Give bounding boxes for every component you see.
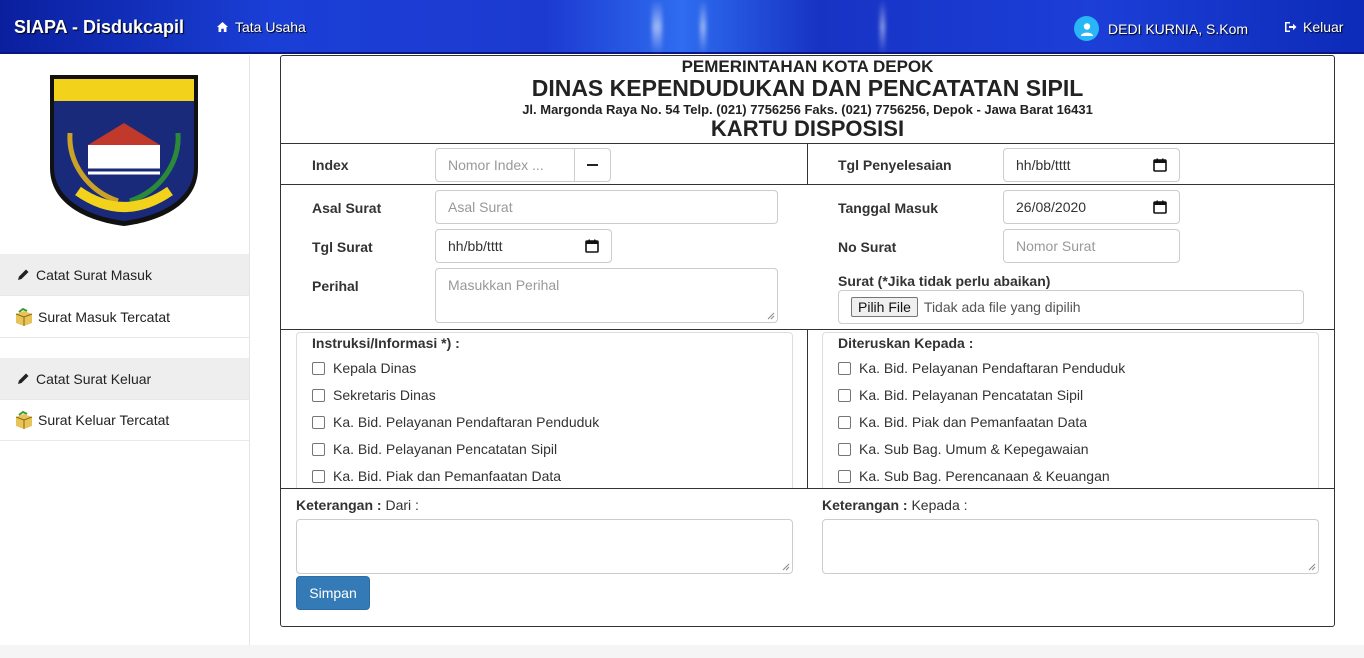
divider xyxy=(281,488,1334,489)
option-label: Ka. Bid. Pelayanan Pendaftaran Penduduk xyxy=(859,360,1126,376)
disposisi-form-panel xyxy=(280,55,1335,627)
file-status: Tidak ada file yang dipilih xyxy=(923,299,1081,315)
calendar-icon[interactable] xyxy=(585,239,599,253)
diteruskan-option[interactable] xyxy=(838,414,1087,430)
page-footer-strip xyxy=(0,645,1364,658)
tgl-penyelesaian-label: Tgl Penyelesaian xyxy=(838,157,952,173)
index-input[interactable]: Nomor Index ... xyxy=(435,148,575,182)
no-surat-input[interactable]: Nomor Surat xyxy=(1003,229,1180,263)
asal-surat-label: Asal Surat xyxy=(312,200,382,216)
tanggal-masuk-label: Tanggal Masuk xyxy=(838,200,939,216)
tgl-surat-input[interactable] xyxy=(435,229,612,263)
option-label: Ka. Bid. Pelayanan Pendaftaran Penduduk xyxy=(333,414,600,430)
checkbox[interactable] xyxy=(312,470,325,483)
instruksi-option[interactable] xyxy=(312,387,436,403)
checkbox[interactable] xyxy=(312,389,325,402)
tgl-penyelesaian-value: hh/bb/tttt xyxy=(1016,157,1071,173)
instruksi-label: Instruksi/Informasi *) : xyxy=(312,335,460,351)
box-icon xyxy=(14,307,34,327)
instruksi-option[interactable] xyxy=(312,414,599,430)
resize-handle-icon[interactable] xyxy=(782,563,790,571)
user-avatar-icon xyxy=(1074,16,1099,41)
diteruskan-label: Diteruskan Kepada : xyxy=(838,335,974,351)
user-menu[interactable] xyxy=(1074,16,1248,41)
pencil-icon xyxy=(16,372,30,386)
page-title: KARTU DISPOSISI xyxy=(710,116,905,141)
header-address: Jl. Margonda Raya No. 54 Telp. (021) 7756256 Faks. (021) 7756256, Depok - Jawa Barat 16431 xyxy=(522,102,1093,117)
navbar-light-streak xyxy=(700,0,706,54)
sidebar-item-catat-surat-keluar[interactable] xyxy=(0,358,249,400)
keterangan-dari-textarea[interactable] xyxy=(296,519,793,574)
option-label: Ka. Bid. Pelayanan Pencatatan Sipil xyxy=(333,441,558,457)
calendar-icon[interactable] xyxy=(1153,200,1167,214)
header-agency: DINAS KEPENDUDUKAN DAN PENCATATAN SIPIL xyxy=(531,75,1084,101)
logout-link[interactable] xyxy=(1284,19,1343,35)
checkbox[interactable] xyxy=(838,362,851,375)
divider xyxy=(281,184,1334,185)
divider xyxy=(807,329,808,489)
sidebar-item-surat-masuk-tercatat[interactable] xyxy=(0,296,249,338)
keterangan-dari-bold: Keterangan : xyxy=(296,497,382,513)
sidebar-item-catat-surat-masuk[interactable] xyxy=(0,254,249,296)
kota-depok-logo xyxy=(48,73,200,227)
option-label: Kepala Dinas xyxy=(333,360,417,376)
calendar-icon[interactable] xyxy=(1153,158,1167,172)
box-icon xyxy=(14,410,34,430)
navbar-light-streak xyxy=(652,0,662,54)
logout-icon xyxy=(1284,21,1297,33)
sidebar-item-surat-keluar-tercatat[interactable] xyxy=(0,399,249,441)
diteruskan-group xyxy=(822,332,1319,489)
keterangan-dari-label xyxy=(296,497,419,513)
top-navbar xyxy=(0,0,1364,54)
index-remove-button[interactable] xyxy=(574,148,611,182)
option-label: Ka. Bid. Piak dan Pemanfaatan Data xyxy=(333,468,562,484)
option-label: Ka. Bid. Piak dan Pemanfaatan Data xyxy=(859,414,1088,430)
asal-surat-input[interactable]: Asal Surat xyxy=(435,190,778,224)
resize-handle-icon[interactable] xyxy=(1308,563,1316,571)
divider xyxy=(807,144,808,184)
diteruskan-option[interactable] xyxy=(838,360,1125,376)
diteruskan-option[interactable] xyxy=(838,468,1110,484)
no-surat-label: No Surat xyxy=(838,239,897,255)
home-icon xyxy=(216,21,229,33)
checkbox[interactable] xyxy=(838,389,851,402)
choose-file-button[interactable]: Pilih File xyxy=(851,297,918,317)
keterangan-kepada-bold: Keterangan : xyxy=(822,497,908,513)
keterangan-dari-rest: Dari : xyxy=(385,497,419,513)
sidebar-item-label: Catat Surat Masuk xyxy=(36,266,152,283)
option-label: Sekretaris Dinas xyxy=(333,387,436,403)
tanggal-masuk-input[interactable] xyxy=(1003,190,1180,224)
form-header xyxy=(281,56,1334,144)
diteruskan-option[interactable] xyxy=(838,387,1083,403)
option-label: Ka. Sub Bag. Umum & Kepegawaian xyxy=(859,441,1089,457)
diteruskan-option[interactable] xyxy=(838,441,1089,457)
minus-icon xyxy=(587,164,598,166)
index-label: Index xyxy=(312,157,349,173)
perihal-textarea[interactable] xyxy=(435,268,778,323)
navbar-light-streak xyxy=(880,0,885,54)
resize-handle-icon[interactable] xyxy=(767,312,775,320)
save-button[interactable]: Simpan xyxy=(296,576,370,610)
tanggal-masuk-value: 26/08/2020 xyxy=(1016,199,1087,215)
keterangan-kepada-textarea[interactable] xyxy=(822,519,1319,574)
home-link-label: Tata Usaha xyxy=(235,19,306,35)
surat-upload-label: Surat (*Jika tidak perlu abaikan) xyxy=(838,273,1051,289)
checkbox[interactable] xyxy=(838,416,851,429)
checkbox[interactable] xyxy=(838,443,851,456)
logout-label: Keluar xyxy=(1303,19,1344,35)
option-label: Ka. Sub Bag. Perencanaan & Keuangan xyxy=(859,468,1110,484)
sidebar xyxy=(0,55,250,658)
surat-file-input[interactable] xyxy=(838,290,1304,324)
keterangan-kepada-rest: Kepada : xyxy=(911,497,968,513)
checkbox[interactable] xyxy=(312,416,325,429)
checkbox[interactable] xyxy=(312,362,325,375)
app-brand[interactable]: SIAPA - Disdukcapil xyxy=(14,17,185,37)
user-name: DEDI KURNIA, S.Kom xyxy=(1108,20,1249,37)
instruksi-option[interactable] xyxy=(312,360,416,376)
pencil-icon xyxy=(16,268,30,282)
instruksi-option[interactable] xyxy=(312,441,557,457)
checkbox[interactable] xyxy=(312,443,325,456)
checkbox[interactable] xyxy=(838,470,851,483)
sidebar-item-label: Surat Masuk Tercatat xyxy=(38,308,171,325)
perihal-placeholder: Masukkan Perihal xyxy=(448,277,560,293)
header-government: PEMERINTAHAN KOTA DEPOK xyxy=(681,57,934,76)
tgl-penyelesaian-input[interactable] xyxy=(1003,148,1180,182)
keterangan-kepada-label xyxy=(822,497,968,513)
tgl-surat-label: Tgl Surat xyxy=(312,239,373,255)
sidebar-item-label: Catat Surat Keluar xyxy=(36,370,152,387)
home-link[interactable] xyxy=(216,19,306,35)
instruksi-group xyxy=(296,332,793,489)
option-label: Ka. Bid. Pelayanan Pencatatan Sipil xyxy=(859,387,1084,403)
instruksi-option[interactable] xyxy=(312,468,561,484)
perihal-label: Perihal xyxy=(312,278,359,294)
sidebar-item-label: Surat Keluar Tercatat xyxy=(38,411,170,428)
tgl-surat-value: hh/bb/tttt xyxy=(448,238,503,254)
